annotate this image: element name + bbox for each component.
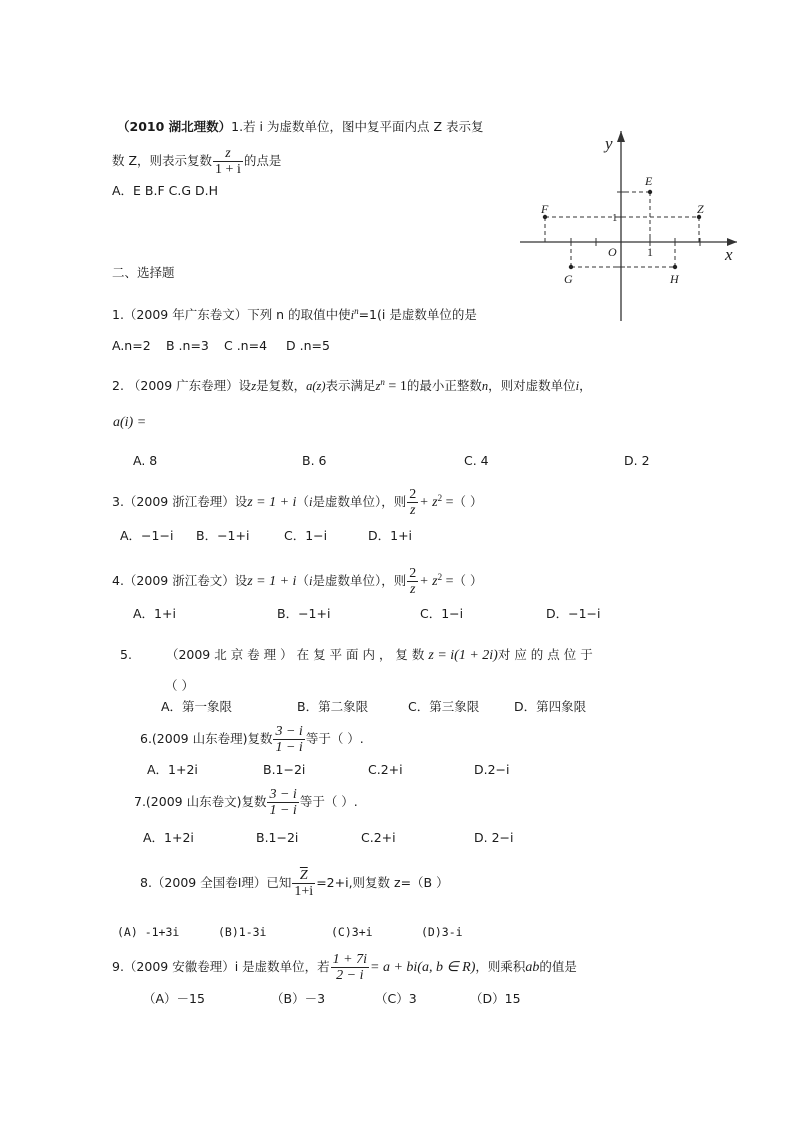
q-4-paren: （ ）: [453, 573, 483, 589]
q-1-sup: n: [354, 306, 359, 316]
q-2-option-a: A. 8: [133, 453, 158, 468]
tick-one-x-label: 1: [647, 245, 653, 259]
q-2-text-a: 2. （2009 广东卷理）设: [112, 378, 252, 394]
q-7-text-a: 7.(2009 山东卷文)复数: [134, 794, 267, 809]
q-6-frac-den: 1 − i: [275, 740, 303, 755]
q-4-option-c: C．1−i: [420, 606, 464, 621]
q-2-z: z: [251, 379, 257, 394]
q-9-option-a: （A）－15: [143, 991, 205, 1006]
q-4-frac-den: z: [407, 581, 418, 597]
q-2-text-f: ，: [579, 378, 592, 394]
q-6-option-c: C.2+i: [368, 762, 403, 777]
q-3-option-a: A．−1−i: [120, 528, 174, 543]
q-9-text-c: 的值是: [539, 959, 577, 974]
label-e: E: [645, 174, 653, 188]
q-4-text-c: 是虚数单位），则: [312, 573, 407, 589]
q-7-frac-den: 1 − i: [269, 803, 297, 818]
section-title: 二、选择题: [112, 265, 175, 280]
q-4-text-b: （: [296, 573, 309, 589]
q1-text-b1: 数 Z，则表示复数: [112, 153, 213, 168]
q-3-line: [112, 481, 483, 520]
q-3-tail-sup: 2: [437, 493, 443, 503]
q-9-fraction: [331, 952, 369, 983]
q-2-text-e: ，则对虚数单位: [488, 378, 576, 394]
q-2-az: a(z): [306, 379, 326, 394]
q-8-fraction: [292, 868, 315, 899]
y-axis-label: y: [605, 134, 613, 153]
q-2-option-b: B. 6: [302, 453, 327, 468]
q-3-frac-num: 2: [409, 487, 417, 503]
q-8-frac-den: 1+i: [294, 884, 314, 899]
q-1-option-b: B .n=3: [166, 338, 209, 353]
label-f: F: [541, 202, 549, 216]
q-3-text-c: 是虚数单位），则: [312, 494, 407, 510]
q1-line2: [112, 146, 281, 177]
q-6-line: [140, 722, 364, 756]
q-1-text-a: 1.（2009 年广东卷文）下列 n 的取值中使: [112, 307, 351, 323]
point-g: [569, 265, 573, 269]
q-2-option-d: D. 2: [624, 453, 650, 468]
q-9-line: [112, 949, 577, 986]
q-1-line: [112, 303, 477, 323]
q-6-text-a: 6.(2009 山东卷理)复数: [140, 731, 273, 746]
label-h: H: [670, 272, 679, 286]
q-9-option-d: （D）15: [470, 991, 521, 1006]
q-4-tail-rest: =: [442, 574, 454, 590]
q-2-text-c: 表示满足: [325, 378, 376, 394]
q1-line1: [117, 119, 484, 135]
q-7-line: [134, 785, 358, 819]
q-2-text-d: 的最小正整数: [406, 378, 482, 394]
q-5-option-c: C．第三象限: [408, 699, 480, 714]
point-h: [673, 265, 677, 269]
q-8-frac-num: $\overline{Z}$: [299, 868, 308, 883]
q-1-option-c: C .n=4: [224, 338, 268, 353]
q-4-option-b: B．−1+i: [277, 606, 331, 621]
q-2-eq-rest: = 1: [384, 379, 407, 395]
q-9-option-b: （B）－3: [271, 991, 326, 1006]
q-3-tail-rest: =: [442, 495, 454, 511]
q-5-tail: 对 应 的 点 位 于: [497, 647, 593, 662]
q-1-math: i: [350, 308, 355, 323]
q1-fraction: [213, 146, 243, 177]
q-3-text-a: 3.（2009 浙江卷理）设: [112, 494, 248, 510]
q1-text-a: 1.若 i 为虚数单位，图中复平面内点 Z 表示复: [231, 119, 484, 134]
q-5-eq: z = i(1 + 2i): [428, 648, 498, 663]
q-6-option-a: A．1+2i: [147, 762, 198, 777]
q-9-frac-num: 1 + 7i: [332, 952, 368, 967]
q-3-option-c: C．1−i: [284, 528, 328, 543]
q-4-text-a: 4.（2009 浙江卷文）设: [112, 573, 248, 589]
q-3-frac-den: z: [407, 502, 418, 518]
q-2-i: i: [575, 379, 580, 394]
q-5-option-a: A．第一象限: [161, 699, 233, 714]
q-2-text-b: 是复数，: [256, 378, 307, 394]
point-e: [648, 190, 652, 194]
q-9-ab: ab: [525, 960, 540, 975]
q-6-option-b: B.1−2i: [263, 762, 306, 777]
q-3-fraction: [407, 487, 418, 518]
q-9-frac-den: 2 − i: [331, 967, 369, 983]
q-8-option-b: (B)1-3i: [218, 925, 267, 939]
q-1-text-b: =1(i 是虚数单位的是: [358, 307, 477, 323]
q-8-option-c: (C)3+i: [331, 925, 373, 939]
q-7-option-c: C.2+i: [361, 830, 396, 845]
q-3-eq: z = 1 + i: [247, 495, 297, 511]
label-z: Z: [697, 202, 704, 216]
q-6-option-d: D.2−i: [474, 762, 510, 777]
q-1-option-a: A.n=2: [112, 338, 151, 353]
q-6-text-b: 等于（ ）.: [305, 731, 364, 746]
q-4-line: [112, 560, 483, 599]
origin-label: O: [608, 245, 617, 259]
q-7-option-d: D. 2−i: [474, 830, 514, 845]
q-3-text-b: （: [296, 494, 309, 510]
q-4-i: i: [308, 574, 313, 589]
label-g: G: [564, 272, 573, 286]
q-5-num: 5.: [120, 647, 132, 662]
q-2-line1: [112, 374, 592, 395]
q1-frac-den: 1 + i: [215, 162, 241, 177]
tick-one-y-label: 1: [612, 212, 618, 224]
complex-plane-figure: [515, 125, 740, 325]
q-8-text-a: 8.（2009 全国卷Ⅰ理）已知: [140, 875, 292, 890]
q-5-line: [120, 647, 593, 664]
q-9-text-b: ，则乘积: [475, 959, 526, 974]
q-8-line: [140, 865, 449, 901]
q-2-option-c: C. 4: [464, 453, 489, 468]
q-4-eq: z = 1 + i: [247, 574, 297, 590]
q-4-option-d: D．−1−i: [546, 606, 601, 621]
q-9-option-c: （C）3: [375, 991, 417, 1006]
x-axis-label: x: [725, 245, 733, 264]
q-5-option-d: D．第四象限: [514, 699, 587, 714]
q-2-eq-sup: n: [380, 377, 385, 387]
q-1-option-d: D .n=5: [286, 338, 330, 353]
q1-text-b2: 的点是: [243, 153, 282, 168]
q-7-option-b: B.1−2i: [256, 830, 299, 845]
q-3-i: i: [308, 495, 313, 510]
y-axis-arrow: [617, 131, 625, 142]
q-5-option-b: B．第二象限: [297, 699, 369, 714]
q-8-option-a: (A) -1+3i: [117, 925, 180, 939]
q-7-fraction: [267, 787, 298, 818]
q-3-paren: （ ）: [453, 494, 483, 510]
q-7-text-b: 等于（ ）.: [299, 794, 358, 809]
q-8-option-d: (D)3-i: [421, 925, 463, 939]
q-9-eq: = a + bi(a, b ∈ R): [370, 960, 476, 975]
q-8-text-b: =2+i,则复数 z=（B ）: [316, 875, 449, 890]
q-2-n: n: [481, 379, 489, 394]
q-4-fraction: [407, 566, 418, 597]
q-6-frac-num: 3 − i: [275, 724, 303, 739]
q-4-tail-sup: 2: [437, 572, 443, 582]
q-5-text: （2009 北 京 卷 理 ） 在 复 平 面 内 ， 复 数: [165, 647, 425, 662]
q-7-option-a: A．1+2i: [143, 830, 194, 845]
q-9-text-a: 9.（2009 安徽卷理）i 是虚数单位，若: [112, 959, 330, 974]
q1-options: A．E B.F C.G D.H: [112, 183, 218, 198]
q-7-frac-num: 3 − i: [269, 787, 297, 802]
q-3-option-d: D．1+i: [368, 528, 413, 543]
q-4-option-a: A．1+i: [133, 606, 176, 621]
q1-frac-num: z: [225, 146, 231, 161]
q-4-tail: + z: [419, 574, 438, 590]
q-6-fraction: [273, 724, 304, 755]
q-3-tail: + z: [419, 495, 438, 511]
q-2-eq: z: [375, 379, 381, 394]
q-2-line2: a(i) =: [113, 415, 147, 430]
q-5-paren: （ ）: [165, 678, 194, 693]
q-4-frac-num: 2: [409, 566, 417, 582]
q-3-option-b: B．−1+i: [196, 528, 250, 543]
q1-source: （2010 湖北理数）: [117, 119, 232, 134]
